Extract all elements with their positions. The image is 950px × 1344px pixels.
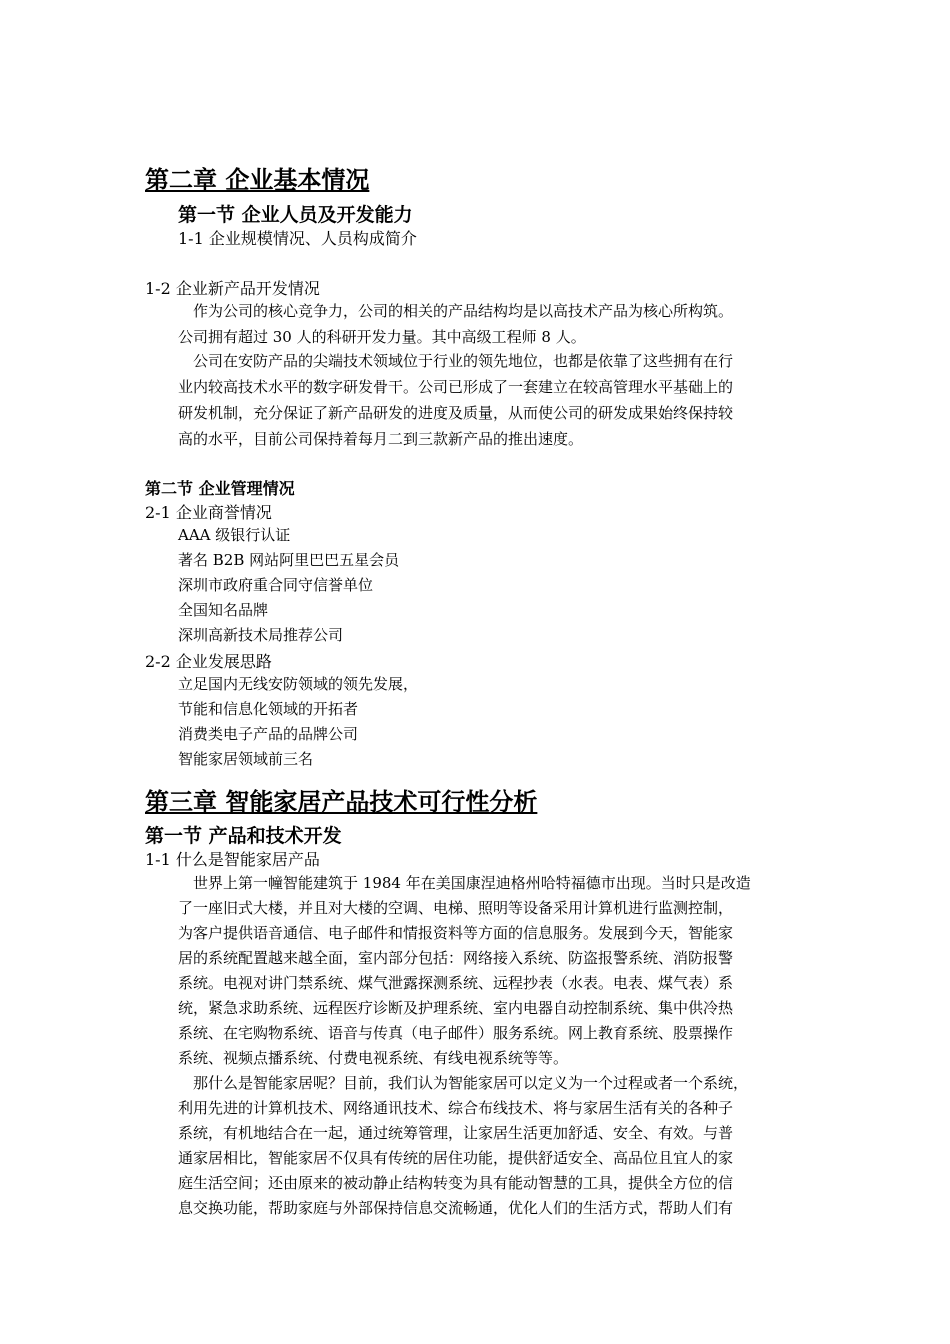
paragraph-smart-building-history [178,871,751,1071]
paragraph-line: 公司在安防产品的尖端技术领域位于行业的领先地位，也都是依靠了这些拥有在行 [178,352,734,370]
paragraph-smart-home-definition [178,1071,748,1221]
subsection-3-1-1-heading: 1-1 什么是智能家居产品 [145,850,320,869]
list-item: 消费类电子产品的品牌公司 [178,725,359,743]
subsection-1-2-heading: 1-2 企业新产品开发情况 [145,279,320,298]
paragraph-line: 通家居相比，智能家居不仅具有传统的居住功能，提供舒适安全、高品位且宜人的家 [178,1149,734,1167]
list-item: 立足国内无线安防领域的领先发展， [178,675,419,693]
paragraph-line: 统，紧急求助系统、远程医疗诊断及护理系统、室内电器自动控制系统、集中供冷热 [178,999,734,1017]
list-item: 智能家居领域前三名 [178,750,314,768]
paragraph-line: 系统，有机地结合在一起，通过统筹管理，让家居生活更加舒适、安全、有效。与普 [178,1124,734,1142]
list-item: 著名 B2B 网站阿里巴巴五星会员 [178,551,400,569]
list-item: AAA 级银行认证 [178,526,291,544]
chapter-3-section-1-title: 第一节 产品和技术开发 [145,825,342,847]
list-item: 全国知名品牌 [178,601,269,619]
paragraph-line: 公司拥有超过 30 人的科研开发力量。其中高级工程师 8 人。 [178,328,586,346]
subsection-2-2-heading: 2-2 企业发展思路 [145,652,272,671]
paragraph-line: 为客户提供语音通信、电子邮件和情报资料等方面的信息服务。发展到今天，智能家 [178,924,734,942]
paragraph-line: 世界上第一幢智能建筑于 1984 年在美国康涅迪格州哈特福德市出现。当时只是改造 [178,874,751,892]
list-item: 深圳市政府重合同守信誉单位 [178,576,374,594]
subsection-1-1-heading: 1-1 企业规模情况、人员构成简介 [178,229,417,248]
chapter-3-title: 第三章 智能家居产品技术可行性分析 [145,787,538,816]
paragraph-line: 庭生活空间；还由原来的被动静止结构转变为具有能动智慧的工具，提供全方位的信 [178,1174,734,1192]
paragraph-rd-mechanism [178,348,733,452]
paragraph-line: 高的水平，目前公司保持着每月二到三款新产品的推出速度。 [178,430,584,448]
paragraph-line: 利用先进的计算机技术、网络通讯技术、综合布线技术、将与家居生活有关的各种子 [178,1099,734,1117]
paragraph-rd-strength [178,298,733,350]
list-item: 深圳高新技术局推荐公司 [178,626,344,644]
paragraph-line: 系统。电视对讲门禁系统、煤气泄露探测系统、远程抄表（水表。电表、煤气表）系 [178,974,734,992]
paragraph-line: 研发机制，充分保证了新产品研发的进度及质量，从而使公司的研发成果始终保持较 [178,404,734,422]
paragraph-line: 业内较高技术水平的数字研发骨干。公司已形成了一套建立在较高管理水平基础上的 [178,378,734,396]
paragraph-line: 系统、视频点播系统、付费电视系统、有线电视系统等等。 [178,1049,569,1067]
subsection-2-1-heading: 2-1 企业商誉情况 [145,503,272,522]
reputation-list [178,523,399,648]
chapter-2-title: 第二章 企业基本情况 [145,165,370,194]
development-list [178,672,418,772]
paragraph-line: 息交换功能，帮助家庭与外部保持信息交流畅通，优化人们的生活方式，帮助人们有 [178,1199,734,1217]
paragraph-line: 那什么是智能家居呢？目前，我们认为智能家居可以定义为一个过程或者一个系统， [178,1074,749,1092]
paragraph-line: 居的系统配置越来越全面，室内部分包括：网络接入系统、防盗报警系统、消防报警 [178,949,734,967]
list-item: 节能和信息化领域的开拓者 [178,700,359,718]
paragraph-line: 作为公司的核心竞争力，公司的相关的产品结构均是以高技术产品为核心所构筑。 [178,302,734,320]
chapter-2-section-1-title: 第一节 企业人员及开发能力 [178,204,413,226]
paragraph-line: 了一座旧式大楼，并且对大楼的空调、电梯、照明等设备采用计算机进行监测控制， [178,899,734,917]
paragraph-line: 系统、在宅购物系统、语音与传真（电子邮件）服务系统。网上教育系统、股票操作 [178,1024,734,1042]
chapter-2-section-2-title: 第二节 企业管理情况 [145,479,295,498]
